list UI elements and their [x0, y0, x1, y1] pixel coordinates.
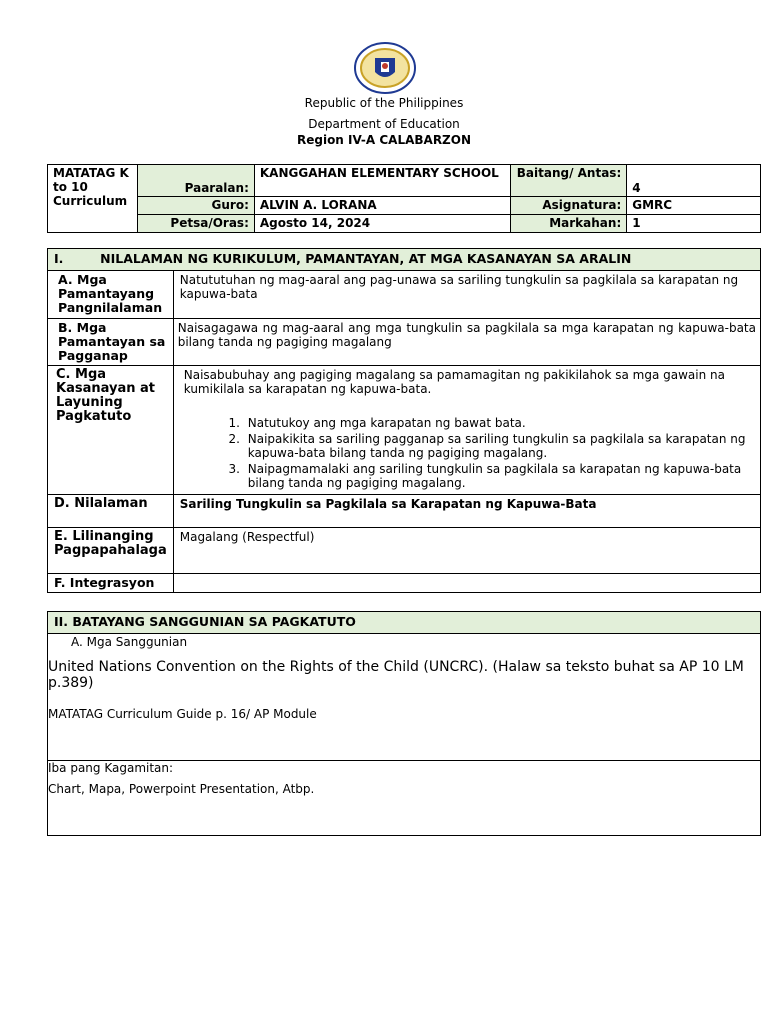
reference-uncrc: United Nations Convention on the Rights of the Child (UNCRC). (Halaw sa teksto buhat sa AP 10 LM p.389)	[48, 659, 744, 691]
date-label: Petsa/Oras:	[137, 215, 254, 233]
performance-standards-text: Naisagagawa ng mag-aaral ang mga tungkulin sa pagkilala sa mga karapatan ng kapuwa-bata bilang tanda ng pagiging magalang	[173, 319, 760, 366]
values-label: E. Lilinanging Pagpapahalaga	[48, 528, 174, 574]
values-text: Magalang (Respectful)	[173, 528, 760, 574]
content-label: D. Nilalaman	[48, 495, 174, 528]
content-text: Sariling Tungkulin sa Pagkilala sa Karapatan ng Kapuwa-Bata	[173, 495, 760, 528]
school-value: KANGGAHAN ELEMENTARY SCHOOL	[254, 165, 510, 197]
content-standards-text: Natututuhan ng mag-aaral ang pag-unawa sa sariling tungkulin sa pagkilala sa karapatan ng kapuwa-bata	[173, 271, 760, 319]
seal-icon	[353, 42, 417, 94]
objective-item: 2. Naipakikita sa sariling pagganap sa sariling tungkulin sa pagkilala sa karapatan ng kapuwa-bata bilang tanda ng pagiging magalang.	[244, 432, 750, 460]
learning-competencies-cell	[173, 366, 760, 495]
integration-text	[173, 574, 760, 593]
teacher-label: Guro:	[137, 197, 254, 215]
curriculum-label: MATATAG K to 10 Curriculum	[48, 165, 138, 233]
section-1-heading: NILALAMAN NG KURIKULUM, PAMANTAYAN, AT MGA KASANAYAN SA ARALIN	[100, 251, 632, 266]
reference-curriculum-guide: MATATAG Curriculum Guide p. 16/ AP Module	[48, 707, 317, 721]
teacher-value: ALVIN A. LORANA	[254, 197, 510, 215]
learning-competencies-label: C. Mga Kasanayan at Layuning Pagkatuto	[48, 366, 174, 495]
other-materials-text: Chart, Mapa, Powerpoint Presentation, Atbp.	[48, 782, 315, 796]
learning-resources-table	[47, 611, 761, 836]
header-republic: Republic of the Philippines	[304, 96, 464, 110]
subject-label: Asignatura:	[511, 197, 627, 215]
quarter-value: 1	[627, 215, 761, 233]
header-department: Department of Education	[308, 117, 460, 131]
grade-value: 4	[627, 165, 761, 197]
objective-item: 3. Naipagmamalaki ang sariling tungkulin sa pagkilala sa karapatan ng kapuwa-bata bilang tanda ng pagiging magalang.	[244, 462, 750, 490]
section-1-title	[48, 249, 761, 271]
learning-competencies-text: Naisabubuhay ang pagiging magalang sa pamamagitan ng pakikilahok sa mga gawain na kumikilala sa karapatan ng kapuwa-bata.	[183, 368, 725, 396]
learning-objectives-list	[184, 416, 750, 490]
references-label: A. Mga Sanggunian	[71, 635, 188, 649]
section-2-title: II. BATAYANG SANGGUNIAN SA PAGKATUTO	[48, 612, 761, 634]
school-label: Paaralan:	[137, 165, 254, 197]
date-value: Agosto 14, 2024	[254, 215, 510, 233]
grade-label: Baitang/ Antas:	[511, 165, 627, 197]
objective-item: 1. Natutukoy ang mga karapatan ng bawat bata.	[244, 416, 750, 430]
deped-seal	[353, 42, 417, 94]
other-materials-cell	[48, 761, 761, 836]
section-1-number: I.	[54, 251, 64, 266]
header-region: Region IV-A CALABARZON	[296, 133, 472, 147]
references-cell	[48, 634, 761, 761]
curriculum-content-table	[47, 248, 761, 593]
performance-standards-label: B. Mga Pamantayan sa Pagganap	[48, 319, 174, 366]
content-standards-label: A. Mga Pamantayang Pangnilalaman	[48, 271, 174, 319]
integration-label: F. Integrasyon	[48, 574, 174, 593]
info-table	[47, 164, 761, 233]
quarter-label: Markahan:	[511, 215, 627, 233]
other-materials-label: Iba pang Kagamitan:	[48, 761, 174, 775]
subject-value: GMRC	[627, 197, 761, 215]
